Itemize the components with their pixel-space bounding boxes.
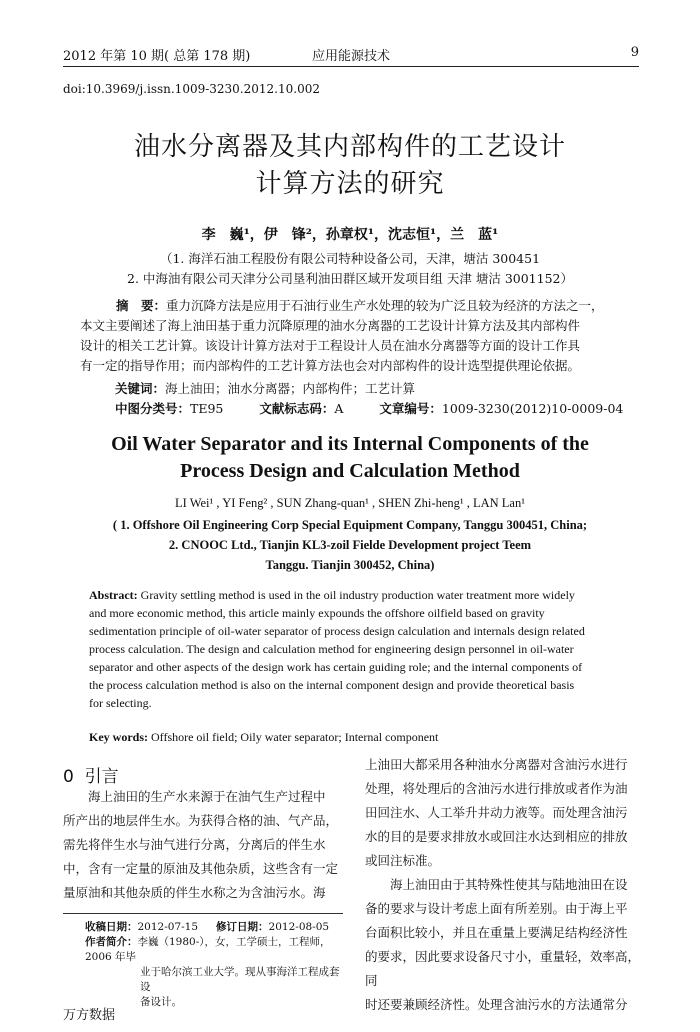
right-column: 上油田大都采用各种油水分离器对含油污水进行 处理，将处理后的含油污水进行排放或者作为油 田回注水、人工举升井动力液等。而处理含油污 水的目的是要求排放水或回注水达到相应的排放 或回注标准。 海上油田由于其特殊性使其与陆地油田在设 备的要求与设计考虑上面有所差别。由于海上平 台面积比较小，并且在重量上要满足结构经济性 的要求，因此要求设备尺寸小，重量轻，效率高，同 时还要兼顾经济性。处理含油污水的方法通常分 xyxy=(365,757,641,1012)
page-number: 9 xyxy=(630,45,639,60)
cn-authors: 李 巍¹，伊 锋²，孙章权¹，沈志恒¹，兰 蓝¹ xyxy=(201,227,499,243)
cn-abstract-label: 摘 要： xyxy=(116,298,167,313)
running-header xyxy=(63,42,639,64)
en-abstract: Abstract: Gravity settling method is used in the oil industry production water treatment more widely and more economic method, this article mainly expounds the offshore oilfield based on gravity sedimentation principle of oil-water separator of process design calculation and internals design related process calculation. The design and calculation method for engineering design personnel in oil-water separator and other aspects of the design work has certain guiding role; and the internal components of the process calculation method is also on the internal component design and provide theoretical basis for selecting. xyxy=(89,588,585,710)
en-affiliation-1: ( 1. Offshore Oil Engineering Corp Special Equipment Company, Tanggu 300451, China; xyxy=(112,518,588,532)
cn-title-line2: 计算方法的研究 xyxy=(255,169,445,199)
section-heading: 0 引言 xyxy=(63,767,119,787)
footnote-rule xyxy=(63,913,343,914)
en-affiliation-2: 2. CNOOC Ltd., Tianjin KL3-zoil Fielde Development project Teem xyxy=(168,538,532,552)
cn-affiliation-2: 2. 中海油有限公司天津分公司垦利油田群区域开发项目组 天津 塘沽 3001152） xyxy=(127,271,573,286)
cn-abstract: 摘 要：重力沉降方法是应用于石油行业生产水处理的较为广泛且较为经济的方法之一， 本文主要阐述了海上油田基于重力沉降原理的油水分离器的工艺设计计算方法及其内部构件 设计的相关工艺计算。该设计计算方法对于工程设计人员在油水分离器等方面的设计工作具 有一定的指导作用；而内部构件的工艺计算方法也会对内部构件的设计选型提供理论依据。 xyxy=(80,298,604,373)
cn-title-line1: 油水分离器及其内部构件的工艺设计 xyxy=(133,132,566,162)
en-abstract-label: Abstract: xyxy=(89,588,138,602)
en-affiliation-3: Tanggu. Tianjin 300452, China) xyxy=(265,558,435,572)
cn-classification: 中图分类号：TE95 文献标志码：A 文章编号：1009-3230(2012)10-0009-04 xyxy=(115,401,624,416)
header-rule xyxy=(63,66,639,67)
en-keywords: Key words: Offshore oil field; Oily water separator; Internal component xyxy=(89,730,439,744)
cn-affiliation-1: （1. 海洋石油工程股份有限公司特种设备公司，天津，塘沽 300451 xyxy=(159,251,541,266)
footnote: 收稿日期：2012-07-15 修订日期：2012-08-05 作者简介：李巍（1980-），女，工学硕士，工程师，2006 年毕 业于哈尔滨工业大学。现从事海洋工程成套设 备设计。 xyxy=(85,921,340,1008)
cn-keywords: 关键词：海上油田；油水分离器；内部构件；工艺计算 xyxy=(115,381,416,396)
en-title-line2: Process Design and Calculation Method xyxy=(180,460,520,482)
en-authors: LI Wei¹ , YI Feng² , SUN Zhang-quan¹ , SHEN Zhi-heng¹ , LAN Lan¹ xyxy=(175,496,525,510)
journal-name: 应用能源技术 xyxy=(311,49,390,64)
left-column: 海上油田的生产水来源于在油气生产过程中 所产出的地层伴生水。为获得合格的油、气产品， 需先将伴生水与油气进行分离，分离后的伴生水 中，含有一定量的原油及其他杂质，这些含有一定 量原油和其他杂质的伴生水称之为含油污水。海 xyxy=(63,789,339,900)
issue-info: 2012 年第 10 期( 总第 178 期) xyxy=(63,49,251,64)
en-title-line1: Oil Water Separator and its Internal Components of the xyxy=(111,433,589,455)
watermark: 万方数据 xyxy=(63,1008,116,1023)
doi: doi:10.3969/j.issn.1009-3230.2012.10.002 xyxy=(63,82,320,96)
